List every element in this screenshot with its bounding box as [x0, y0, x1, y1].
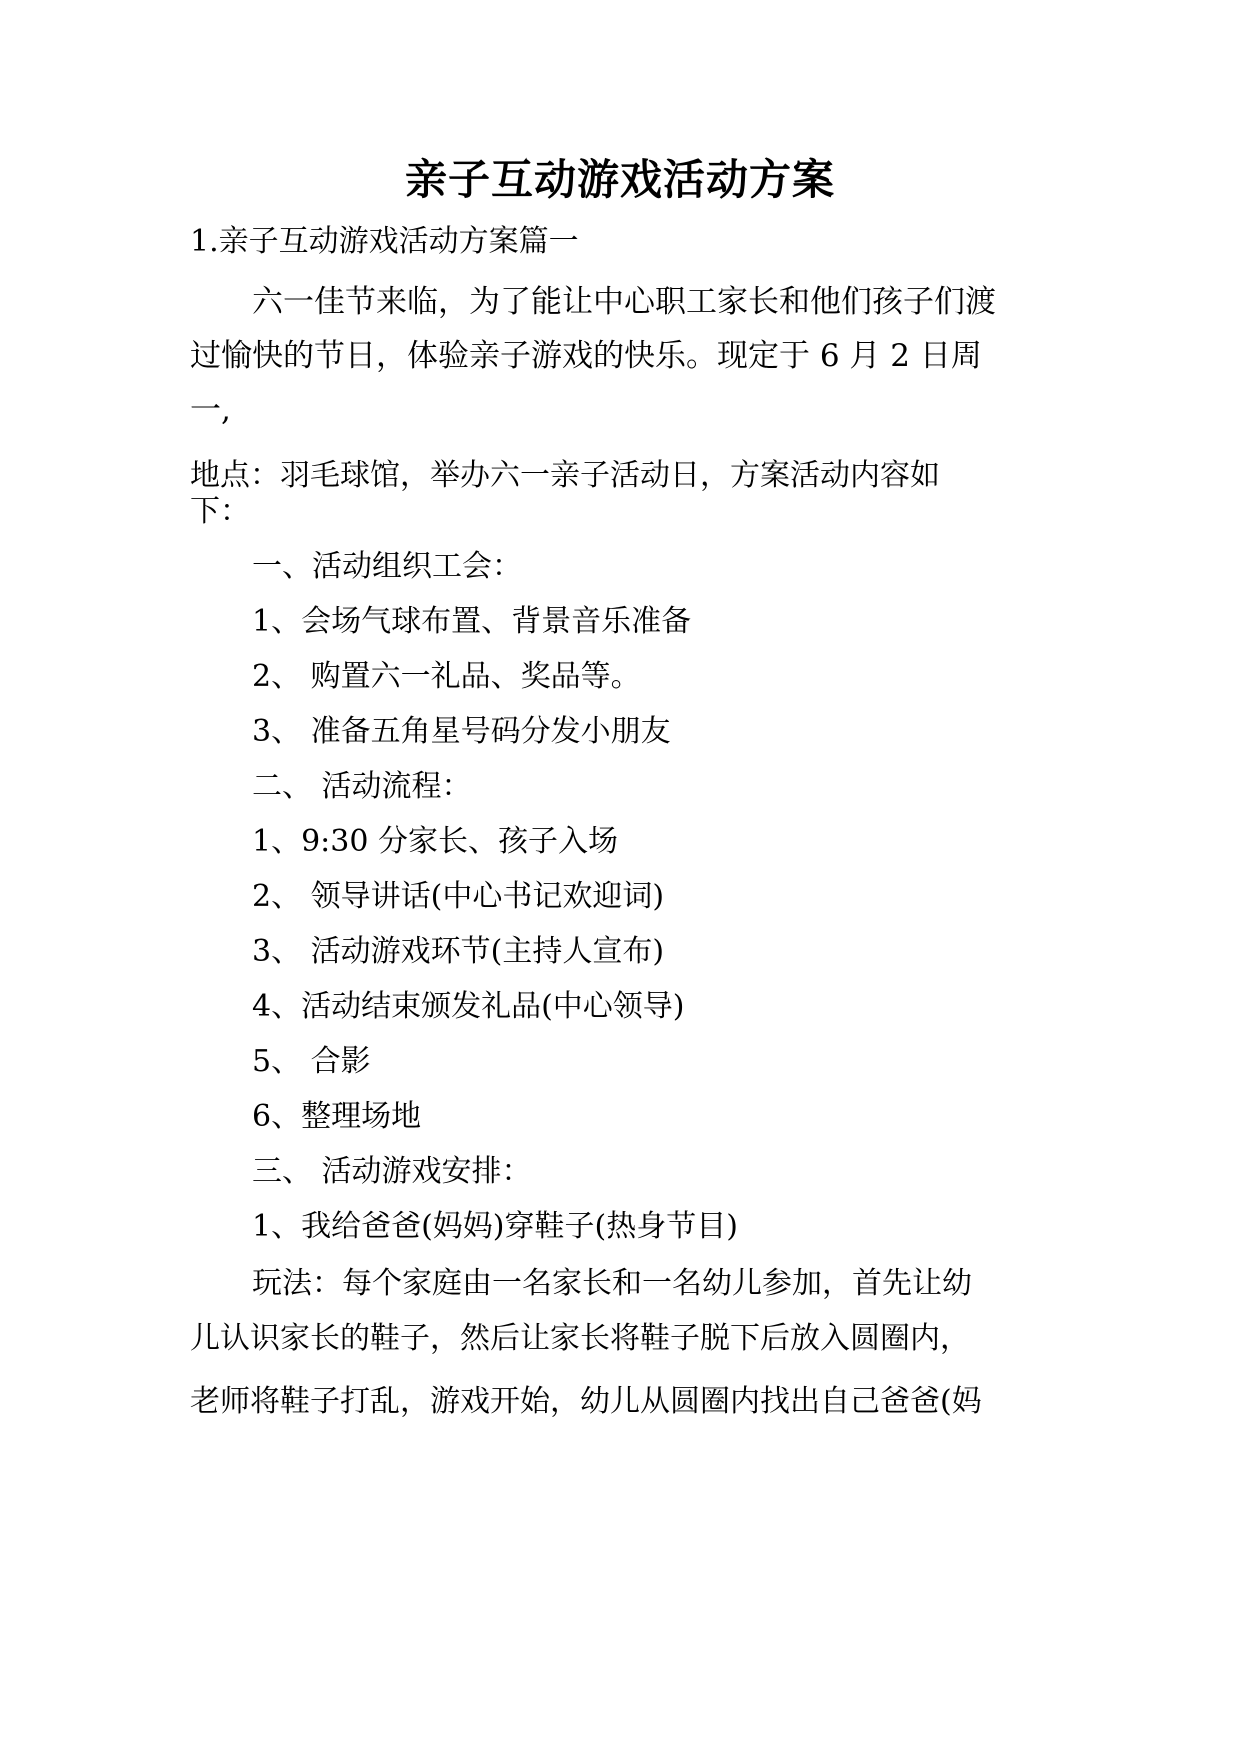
location-line-1: 地点：羽毛球馆，举办六一亲子活动日，方案活动内容如: [190, 458, 940, 493]
list-item: 2、 购置六一礼品、奖品等。: [252, 659, 641, 694]
list-item: 一、活动组织工会：: [252, 549, 522, 584]
intro-line-1: 六一佳节来临，为了能让中心职工家长和他们孩子们渡: [252, 284, 996, 320]
list-item: 二、 活动流程：: [252, 769, 472, 804]
section-heading: 1.亲子互动游戏活动方案篇一: [190, 224, 579, 259]
list-item: 三、 活动游戏安排：: [252, 1154, 532, 1189]
list-item: 3、 活动游戏环节(主持人宣布): [252, 934, 665, 969]
list-item: 4、活动结束颁发礼品(中心领导): [252, 989, 685, 1024]
gameplay-line-1: 玩法：每个家庭由一名家长和一名幼儿参加，首先让幼: [252, 1266, 972, 1301]
intro-line-3: 一,: [190, 392, 231, 428]
gameplay-line-2: 儿认识家长的鞋子，然后让家长将鞋子脱下后放入圆圈内，: [190, 1321, 970, 1356]
list-item: 1、我给爸爸(妈妈)穿鞋子(热身节目): [252, 1209, 738, 1244]
list-item: 1、会场气球布置、背景音乐准备: [252, 604, 692, 639]
list-item: 3、 准备五角星号码分发小朋友: [252, 714, 671, 749]
location-line-2: 下：: [190, 494, 250, 529]
gameplay-line-3: 老师将鞋子打乱，游戏开始，幼儿从圆圈内找出自己爸爸(妈: [190, 1384, 982, 1419]
list-item: 1、9:30 分家长、孩子入场: [252, 824, 618, 859]
document-title: 亲子互动游戏活动方案: [404, 155, 835, 204]
list-item: 2、 领导讲话(中心书记欢迎词): [252, 879, 665, 914]
list-item: 5、 合影: [252, 1044, 371, 1079]
list-item: 6、整理场地: [252, 1099, 422, 1134]
intro-line-2: 过愉快的节日，体验亲子游戏的快乐。现定于 6 月 2 日周: [190, 338, 982, 374]
